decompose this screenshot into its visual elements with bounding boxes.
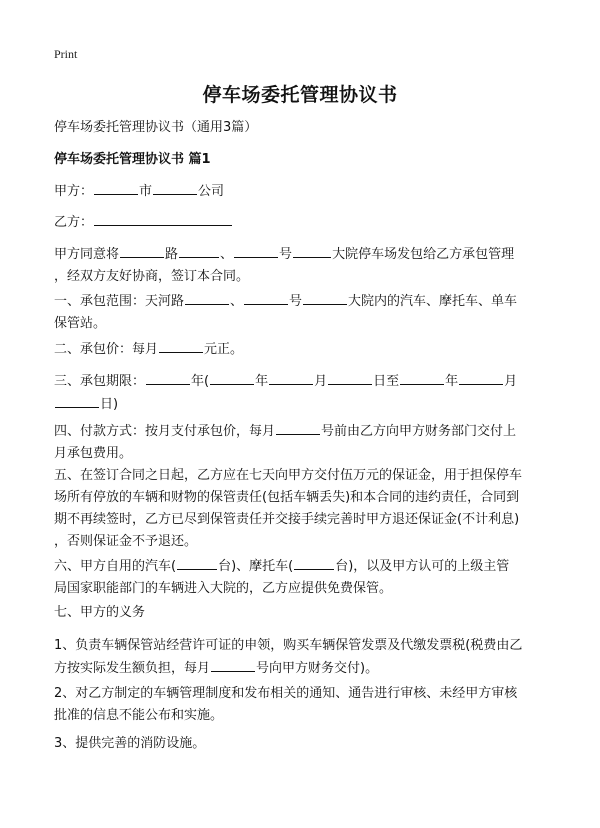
clause-5-line-4: ，否则保证金不予退还。 [54, 534, 198, 549]
blank-field [244, 290, 288, 305]
blank-field [177, 555, 217, 570]
clause-6-line-2: 局国家职能部门的车辆进入大院的，乙方应提供免费保管。 [54, 581, 393, 596]
clause-5-line-2: 场所有停放的车辆和财物的保管责任(包括车辆丢失)和本合同的违约责任，合同到 [54, 490, 520, 505]
text-run: 号前由乙方向甲方财务部门交付上 [321, 424, 517, 439]
blank-field [153, 180, 197, 195]
clause-6 [54, 555, 554, 600]
page-title: 停车场委托管理协议书 [202, 84, 398, 106]
blank-field [459, 370, 503, 385]
obligation-2 [54, 683, 554, 727]
text-run: 年 [255, 374, 269, 389]
blank-field [210, 370, 254, 385]
party-a-city: 市 [139, 184, 153, 199]
text-run: 月 [504, 374, 518, 389]
blank-field [211, 657, 255, 672]
text-run: 年( [191, 374, 210, 389]
blank-field [94, 211, 232, 226]
clause-4 [54, 420, 554, 465]
text-run: 三、承包期限： [54, 374, 146, 389]
clause-1-line-2: 保管站。 [54, 316, 107, 331]
clause-4-line-1 [54, 420, 554, 443]
blank-field [55, 393, 99, 408]
obligation-1 [54, 635, 554, 680]
party-a-label: 甲方： [54, 184, 94, 199]
clause-5 [54, 465, 554, 553]
blank-field [179, 243, 219, 258]
text-run: 大院停车场发包给乙方承包管理 [332, 247, 515, 262]
obligation-1-line-2 [54, 657, 554, 680]
blank-field [294, 555, 334, 570]
text-run: 日) [100, 397, 119, 412]
intro-line-2: ，经双方友好协商，签订本合同。 [54, 269, 250, 284]
clause-3-line-2 [54, 393, 554, 416]
text-run: 号 [279, 247, 293, 262]
clause-7-title: 七、甲方的义务 [54, 605, 146, 620]
intro-paragraph [54, 243, 554, 288]
blank-field [269, 370, 313, 385]
blank-field [276, 420, 320, 435]
clause-3 [54, 370, 554, 416]
blank-field [293, 243, 331, 258]
text-run: 四、付款方式：按月支付承包价，每月 [54, 424, 276, 439]
text-run: 路 [165, 247, 179, 262]
text-run: 大院内的汽车、摩托车、单车 [348, 294, 518, 309]
obligation-1-line-1: 1、负责车辆保管站经营许可证的申领，购买车辆保管发票及代缴发票税(税费由乙 [54, 638, 523, 653]
text-run: 元正。 [204, 342, 244, 357]
text-run: 号向甲方财务交付)。 [256, 661, 379, 676]
obligation-2-line-2: 批准的信息不能公布和实施。 [54, 708, 224, 723]
blank-field [94, 180, 138, 195]
clause-6-line-1 [54, 555, 554, 578]
text-run: 二、承包价：每月 [54, 342, 159, 357]
text-run: 、 [230, 294, 244, 309]
blank-field [146, 370, 190, 385]
text-run: 一、承包范围：天河路 [54, 294, 185, 309]
text-run: 、 [220, 247, 234, 262]
print-label[interactable]: Print [54, 47, 78, 61]
party-b-label: 乙方： [54, 215, 94, 230]
blank-field [159, 338, 203, 353]
clause-3-line-1 [54, 370, 554, 393]
text-run: 六、甲方自用的汽车( [54, 559, 177, 574]
clause-5-line-3: 期不再续签时，乙方已尽到保管责任并交接手续完善时甲方退还保证金(不计利息) [54, 512, 520, 527]
party-a-company: 公司 [198, 184, 225, 199]
clause-1 [54, 290, 554, 335]
blank-field [400, 370, 444, 385]
text-run: 甲方同意将 [54, 247, 120, 262]
blank-field [328, 370, 372, 385]
clause-1-line-1 [54, 290, 554, 313]
text-run: 台)，以及甲方认可的上级主管 [335, 559, 510, 574]
obligation-3: 3、提供完善的消防设施。 [54, 736, 206, 751]
party-b-line [54, 211, 554, 234]
text-run: 台)、摩托车( [218, 559, 294, 574]
obligation-2-line-1: 2、对乙方制定的车辆管理制度和发布相关的通知、通告进行审核、未经甲方审核 [54, 686, 518, 701]
section-title: 停车场委托管理协议书 篇1 [54, 152, 211, 167]
intro-line-1 [54, 243, 554, 266]
text-run: 方按实际发生额负担，每月 [54, 661, 211, 676]
blank-field [234, 243, 278, 258]
blank-field [303, 290, 347, 305]
clause-2 [54, 338, 554, 361]
blank-field [185, 290, 229, 305]
text-run: 年 [445, 374, 459, 389]
text-run: 日至 [373, 374, 400, 389]
text-run: 月 [314, 374, 328, 389]
doc-subtitle: 停车场委托管理协议书（通用3篇） [54, 120, 258, 135]
text-run: 号 [289, 294, 303, 309]
clause-5-line-1: 五、在签订合同之日起，乙方应在七天向甲方交付伍万元的保证金，用于担保停车 [54, 468, 523, 483]
blank-field [120, 243, 164, 258]
clause-4-line-2: 月承包费用。 [54, 446, 133, 461]
party-a-line [54, 180, 554, 203]
